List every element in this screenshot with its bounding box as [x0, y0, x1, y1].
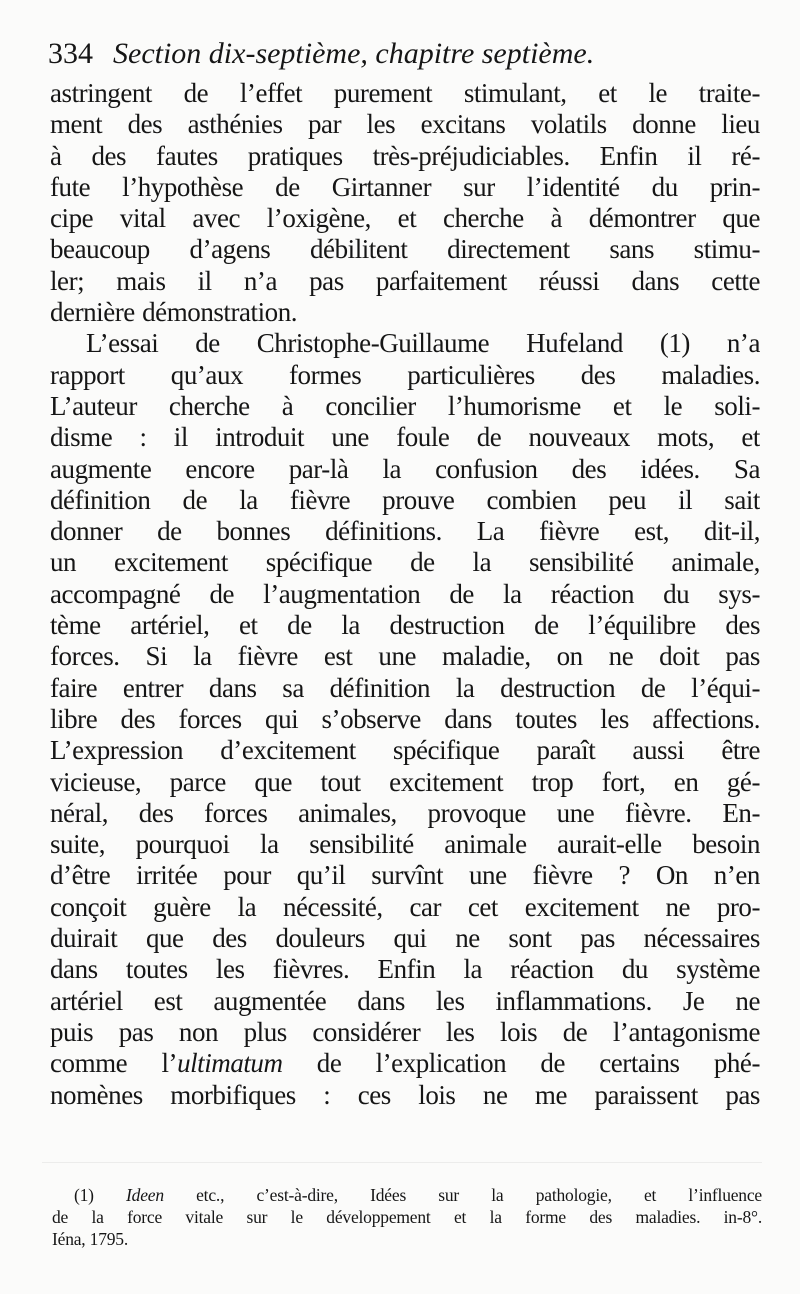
text-line: astringent de l’effet purement stimulant, et le traite-	[50, 78, 760, 108]
text-line: ler; mais il n’a pas parfaitement réussi dans cette	[50, 265, 760, 296]
text-line: dans toutes les fièvres. Enfin la réaction du système	[50, 954, 760, 985]
page-number: 334	[48, 37, 93, 70]
italic-term: ultimatum	[177, 1048, 283, 1079]
text-line: beaucoup d’agens débilitent directement sans stimu-	[50, 234, 760, 265]
footnote-text: etc., c’est-à-dire, Idées sur la pathologie, et l’influence	[163, 1185, 762, 1205]
text-line: rapport qu’aux formes particulières des maladies.	[50, 359, 760, 390]
footnote-line	[52, 1184, 762, 1206]
text-line: puis pas non plus considérer les lois de l’antagonisme	[50, 1016, 760, 1047]
text-line: accompagné de l’augmentation de la réaction du sys-	[50, 578, 760, 609]
text-line: disme : il introduit une foule de nouveaux mots, et	[50, 422, 760, 453]
text-line-with-italic	[50, 1048, 760, 1079]
text-line: donner de bonnes définitions. La fièvre est, dit-il,	[50, 516, 760, 547]
text-line: dernière démonstration.	[50, 297, 298, 328]
footnote	[52, 1184, 762, 1250]
text-line: nomènes morbifiques : ces lois ne me paraissent pas	[50, 1079, 760, 1110]
text-line: un excitement spécifique de la sensibilité animale,	[50, 547, 760, 578]
text-fragment: comme l’	[50, 1048, 178, 1079]
footnote-marker: (1)	[74, 1185, 94, 1205]
text-line: forces. Si la fièvre est une maladie, on ne doit pas	[50, 641, 760, 672]
text-line: cipe vital avec l’oxigène, et cherche à démontrer que	[50, 203, 760, 234]
text-line: L’auteur cherche à concilier l’humorisme et le soli-	[50, 390, 760, 421]
text-line: tème artériel, et de la destruction de l’équilibre des	[50, 610, 760, 641]
text-line: fute l’hypothèse de Girtanner sur l’identité du prin-	[50, 171, 760, 202]
text-line: artériel est augmentée dans les inflammations. Je ne	[50, 985, 760, 1016]
footnote-line: de la force vitale sur le développement et la forme des maladies. in-8°.	[52, 1207, 762, 1227]
text-line: L’expression d’excitement spécifique paraît aussi être	[50, 735, 760, 766]
text-line: néral, des forces animales, provoque une fièvre. En-	[50, 797, 760, 828]
text-line: L’essai de Christophe-Guillaume Hufeland (1) n’a	[86, 328, 760, 359]
text-line: faire entrer dans sa définition la destruction de l’équi-	[50, 672, 760, 703]
footnote-cited-title: Ideen	[126, 1185, 164, 1205]
text-line: vicieuse, parce que tout excitement trop fort, en gé-	[50, 766, 760, 797]
text-line: d’être irritée pour qu’il survînt une fièvre ? On n’en	[50, 860, 760, 891]
text-line: ment des asthénies par les excitans volatils donne lieu	[50, 109, 760, 140]
text-line: définition de la fièvre prouve combien peu il sait	[50, 484, 760, 515]
text-line: augmente encore par-là la confusion des idées. Sa	[50, 453, 760, 484]
body-text	[50, 78, 760, 1111]
text-line: à des fautes pratiques très-préjudiciables. Enfin il ré-	[50, 140, 760, 171]
text-line: libre des forces qui s’observe dans toutes les affections.	[50, 703, 760, 734]
page-header	[48, 32, 768, 82]
running-title: Section dix-septième, chapitre septième.	[113, 37, 595, 70]
text-fragment: de l’explication de certains phé-	[316, 1048, 760, 1079]
footnote-divider	[42, 1162, 762, 1163]
text-line: suite, pourquoi la sensibilité animale aurait-elle besoin	[50, 829, 760, 860]
footnote-line: Iéna, 1795.	[52, 1229, 129, 1249]
text-line: conçoit guère la nécessité, car cet excitement ne pro-	[50, 891, 760, 922]
text-line: duirait que des douleurs qui ne sont pas nécessaires	[50, 923, 760, 954]
